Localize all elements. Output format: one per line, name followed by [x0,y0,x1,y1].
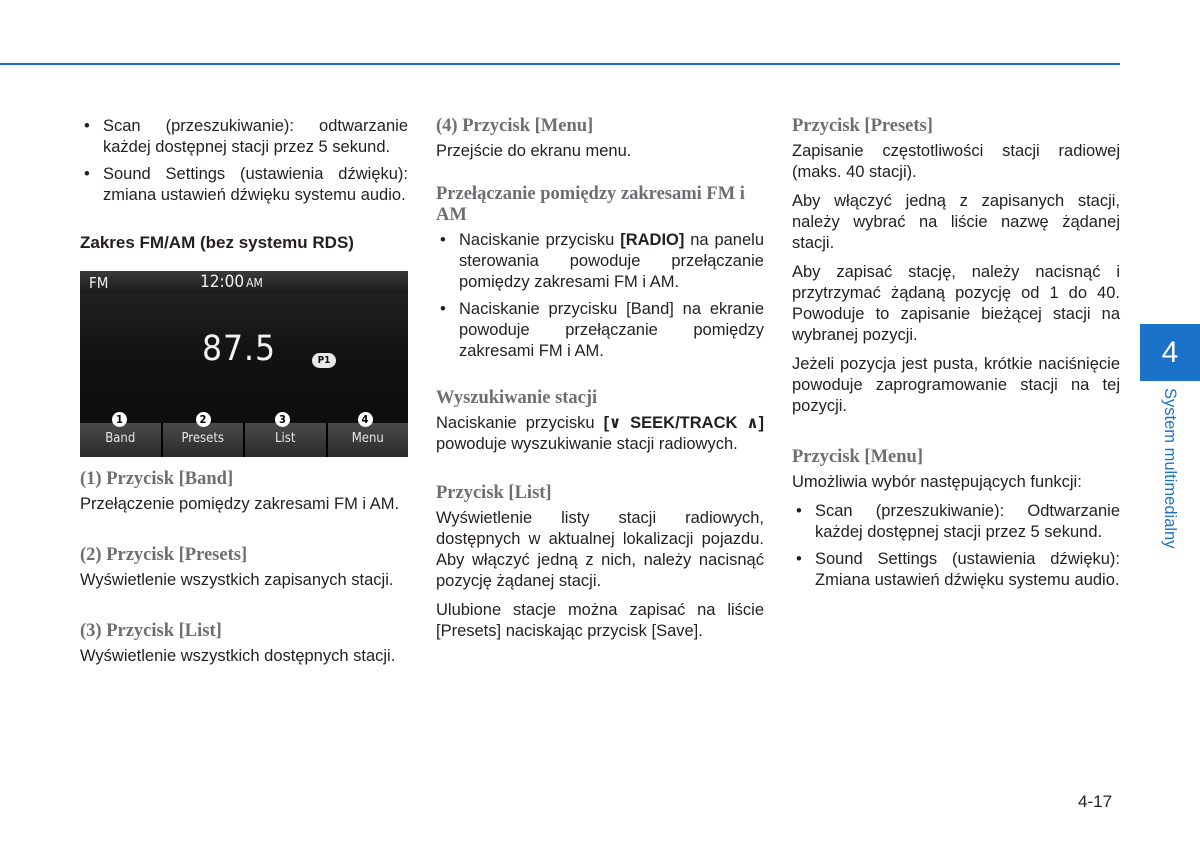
section-title-presets: (2) Przycisk [Presets] [80,545,248,565]
section-title-menu-button: Przycisk [Menu] [792,447,924,467]
section-title-presets-button: Przycisk [Presets] [792,116,933,136]
screen-band-label: FM [89,274,109,292]
chapter-number-tab: 4 [1140,324,1200,381]
presets-paragraph-4: Jeżeli pozycja jest pusta, krótkie naciśnięcie powoduje zaprogramowanie stacji na tej pozycji. [792,355,1120,415]
intro-bullet-list [80,116,408,206]
list-item: • Sound Settings (ustawienia dźwięku): zmiana ustawień dźwięku systemu audio. [80,164,408,206]
section-title-menu: (4) Przycisk [Menu] [436,116,594,136]
column-middle [436,116,764,650]
callout-number: 2 [196,412,211,427]
section-text-presets: Wyświetlenie wszystkich zapisanych stacji. [80,571,394,589]
list-item: • Scan (przeszukiwanie): Odtwarzanie każdej dostępnej stacji przez 5 sekund. [792,501,1120,543]
page-number: 4-17 [1078,792,1113,811]
screen-frequency: 87.5 [202,329,277,369]
presets-paragraph-3: Aby zapisać stację, należy nacisnąć i przytrzymać żądaną pozycję od 1 do 40. Powoduje to zapisanie bieżącej stacji na wybranej pozycji. [792,263,1120,344]
section-title-list: (3) Przycisk [List] [80,621,222,641]
section-text-list: Wyświetlenie wszystkich dostępnych stacji. [80,647,396,665]
header-rule [0,63,1120,65]
menu-bullet-list [792,501,1120,591]
callout-number: 3 [275,412,290,427]
list-item: • Naciskanie przycisku [RADIO] na panelu sterowania powoduje przełączanie pomiędzy zakresami FM i AM. [436,230,764,293]
section-text-list-2: Ulubione stacje można zapisać na liście [Presets] naciskając przycisk [Save]. [436,601,764,640]
column-right [792,116,1120,597]
screen-presets-button: 2 Presets [163,423,244,457]
section-text-search: Naciskanie przycisku [∨ SEEK/TRACK ∧] powoduje wyszukiwanie stacji radiowych. [436,414,764,453]
menu-intro-text: Umożliwia wybór następujących funkcji: [792,473,1082,491]
chapter-title: System multimedialny [1161,388,1179,549]
list-item: • Sound Settings (ustawienia dźwięku): Zmiana ustawień dźwięku systemu audio. [792,549,1120,591]
screen-list-button: 3 List [245,423,326,457]
section-text-menu: Przejście do ekranu menu. [436,142,632,160]
section-title-switch-band: Przełączanie pomiędzy zakresami FM i AM [436,184,745,225]
list-item: • Scan (przeszukiwanie): odtwarzanie każdej dostępnej stacji przez 5 sekund. [80,116,408,158]
section-text-list-1: Wyświetlenie listy stacji radiowych, dostępnych w aktualnej lokalizacji pojazdu. Aby włączyć jedną z nich, należy nacisnąć pozycję żądanej stacji. [436,509,764,590]
section-text-band: Przełączenie pomiędzy zakresami FM i AM. [80,495,400,513]
switch-bullet-list [436,230,764,362]
section-title-band: (1) Przycisk [Band] [80,469,234,489]
section-heading-fm-am: Zakres FM/AM (bez systemu RDS) [80,233,354,252]
list-item: • Naciskanie przycisku [Band] na ekranie powoduje przełączanie pomiędzy zakresami FM i AM. [436,299,764,362]
radio-screen-image [80,271,408,457]
callout-number: 4 [358,412,373,427]
preset-badge: P1 [312,353,336,368]
screen-menu-button: 4 Menu [328,423,409,457]
screen-button-bar [80,413,408,457]
section-title-list-button: Przycisk [List] [436,483,552,503]
column-left [80,116,408,675]
screen-clock: 12:00 AM [200,272,263,292]
screen-band-button: 1 Band [80,423,161,457]
presets-paragraph-1: Zapisanie częstotliwości stacji radiowej (maks. 40 stacji). [792,142,1120,181]
section-title-search: Wyszukiwanie stacji [436,388,598,408]
callout-number: 1 [112,412,127,427]
presets-paragraph-2: Aby włączyć jedną z zapisanych stacji, należy wybrać na liście nazwę żądanej stacji. [792,192,1120,252]
